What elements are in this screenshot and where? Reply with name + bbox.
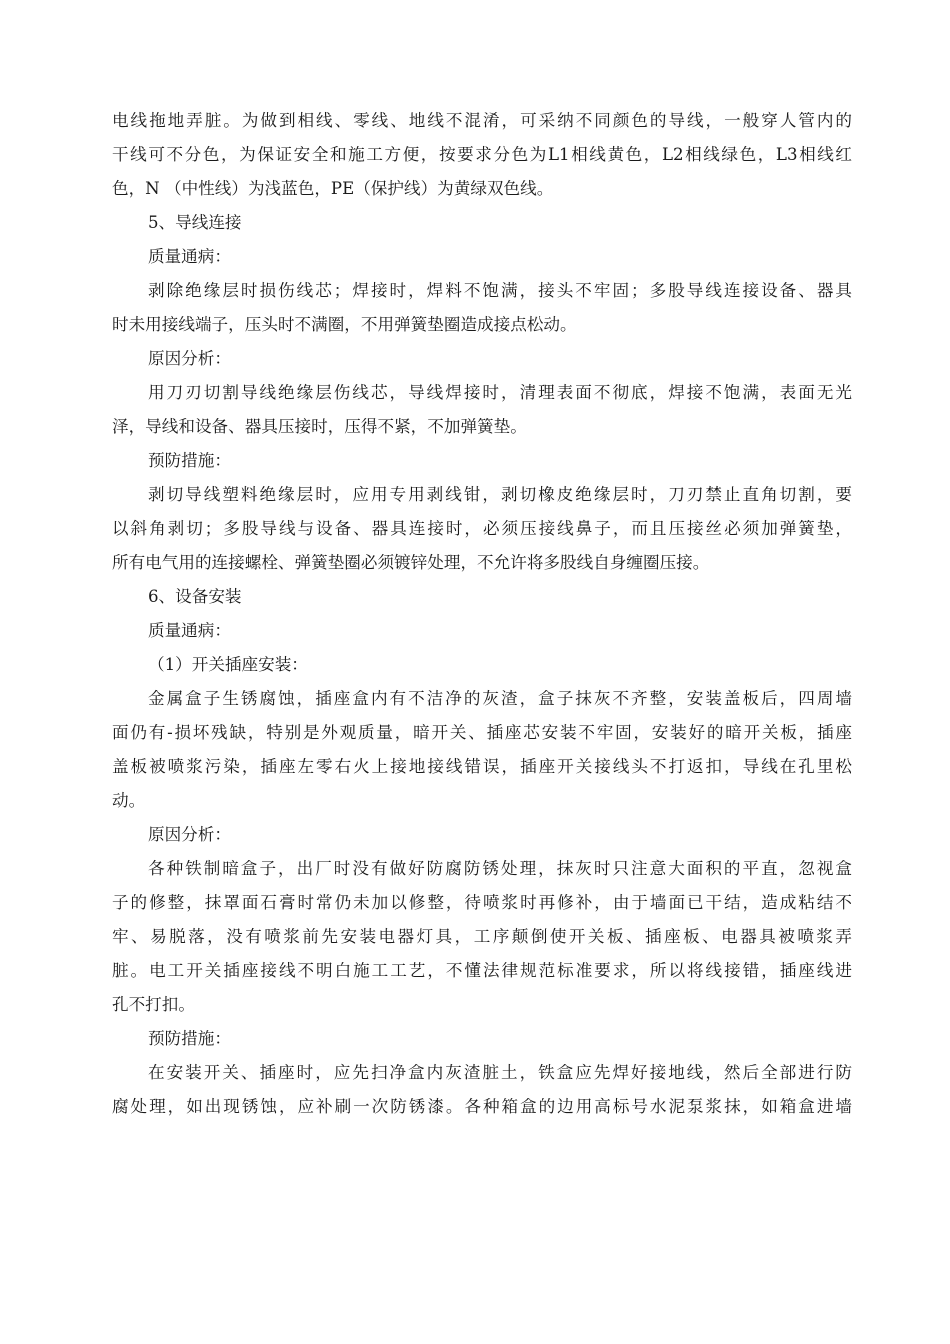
section-heading: 质量通病：: [148, 621, 231, 640]
text-line: 盖板被喷浆污染，插座左零右火上接地接线错误，插座开关接线头不打返扣，导线在孔里松: [112, 757, 852, 776]
section-heading: （1）开关插座安装：: [148, 655, 308, 674]
text-line: 色，N （中性线）为浅蓝色，PE（保护线）为黄绿双色线。: [112, 179, 554, 198]
paragraph: [112, 852, 852, 1022]
paragraph: [112, 1056, 852, 1124]
text-line: 电线拖地弄脏。为做到相线、零线、地线不混淆，可采纳不同颜色的导线，一般穿人管内的: [112, 111, 852, 130]
text-line: 牢、易脱落，没有喷浆前先安装电器灯具，工序颠倒使开关板、插座板、电器具被喷浆弄: [112, 927, 852, 946]
paragraph: [112, 376, 852, 444]
section-heading: 5、导线连接: [148, 213, 242, 232]
paragraph: [112, 478, 852, 580]
text-line: 以斜角剥切；多股导线与设备、器具连接时，必须压接线鼻子，而且压接丝必须加弹簧垫，: [112, 519, 852, 538]
paragraph: [112, 682, 852, 818]
section-heading: 原因分析：: [148, 349, 231, 368]
text-line: 泽，导线和设备、器具压接时，压得不紧，不加弹簧垫。: [112, 417, 527, 436]
text-line: 金属盒子生锈腐蚀，插座盒内有不洁净的灰渣，盒子抹灰不齐整，安装盖板后，四周墙: [148, 689, 852, 708]
text-line: 动。: [112, 791, 146, 810]
paragraph: [112, 104, 852, 206]
section-heading: 预防措施：: [148, 451, 231, 470]
text-line: 腐处理，如出现锈蚀，应补刷一次防锈漆。各种箱盒的边用高标号水泥泵浆抹，如箱盒进墙: [112, 1097, 852, 1116]
section-heading: 质量通病：: [148, 247, 231, 266]
text-line: 干线可不分色，为保证安全和施工方便，按要求分色为L1相线黄色，L2相线绿色，L3相线红: [112, 145, 852, 164]
text-line: 脏。电工开关插座接线不明白施工工艺，不懂法律规范标准要求，所以将线接错，插座线进: [112, 961, 852, 980]
section-heading: 预防措施：: [148, 1029, 231, 1048]
text-line: 时未用接线端子，压头时不满圈，不用弹簧垫圈造成接点松动。: [112, 315, 577, 334]
section-heading: 原因分析：: [148, 825, 231, 844]
text-line: 所有电气用的连接螺栓、弹簧垫圈必须镀锌处理，不允许将多股线自身缠圈压接。: [112, 553, 710, 572]
text-line: 孔不打扣。: [112, 995, 195, 1014]
text-line: 面仍有-损坏残缺，特别是外观质量，暗开关、插座芯安装不牢固，安装好的暗开关板，插座: [112, 723, 852, 742]
text-line: 剥切导线塑料绝缘层时，应用专用剥线钳，剥切橡皮绝缘层时，刀刃禁止直角切割，要: [148, 485, 852, 504]
text-line: 在安装开关、插座时，应先扫净盒内灰渣脏土，铁盒应先焊好接地线，然后全部进行防: [148, 1063, 852, 1082]
paragraph: [112, 274, 852, 342]
text-line: 用刀刃切割导线绝缘层伤线芯，导线焊接时，清理表面不彻底，焊接不饱满，表面无光: [148, 383, 852, 402]
text-line: 子的修整，抹罩面石膏时常仍未加以修整，待喷浆时再修补，由于墙面已干结，造成粘结不: [112, 893, 852, 912]
document-body: [112, 104, 852, 1124]
text-line: 各种铁制暗盒子，出厂时没有做好防腐防锈处理，抹灰时只注意大面积的平直，忽视盒: [148, 859, 852, 878]
text-line: 剥除绝缘层时损伤线芯；焊接时，焊料不饱满，接头不牢固；多股导线连接设备、器具: [148, 281, 852, 300]
section-heading: 6、设备安装: [148, 587, 242, 606]
